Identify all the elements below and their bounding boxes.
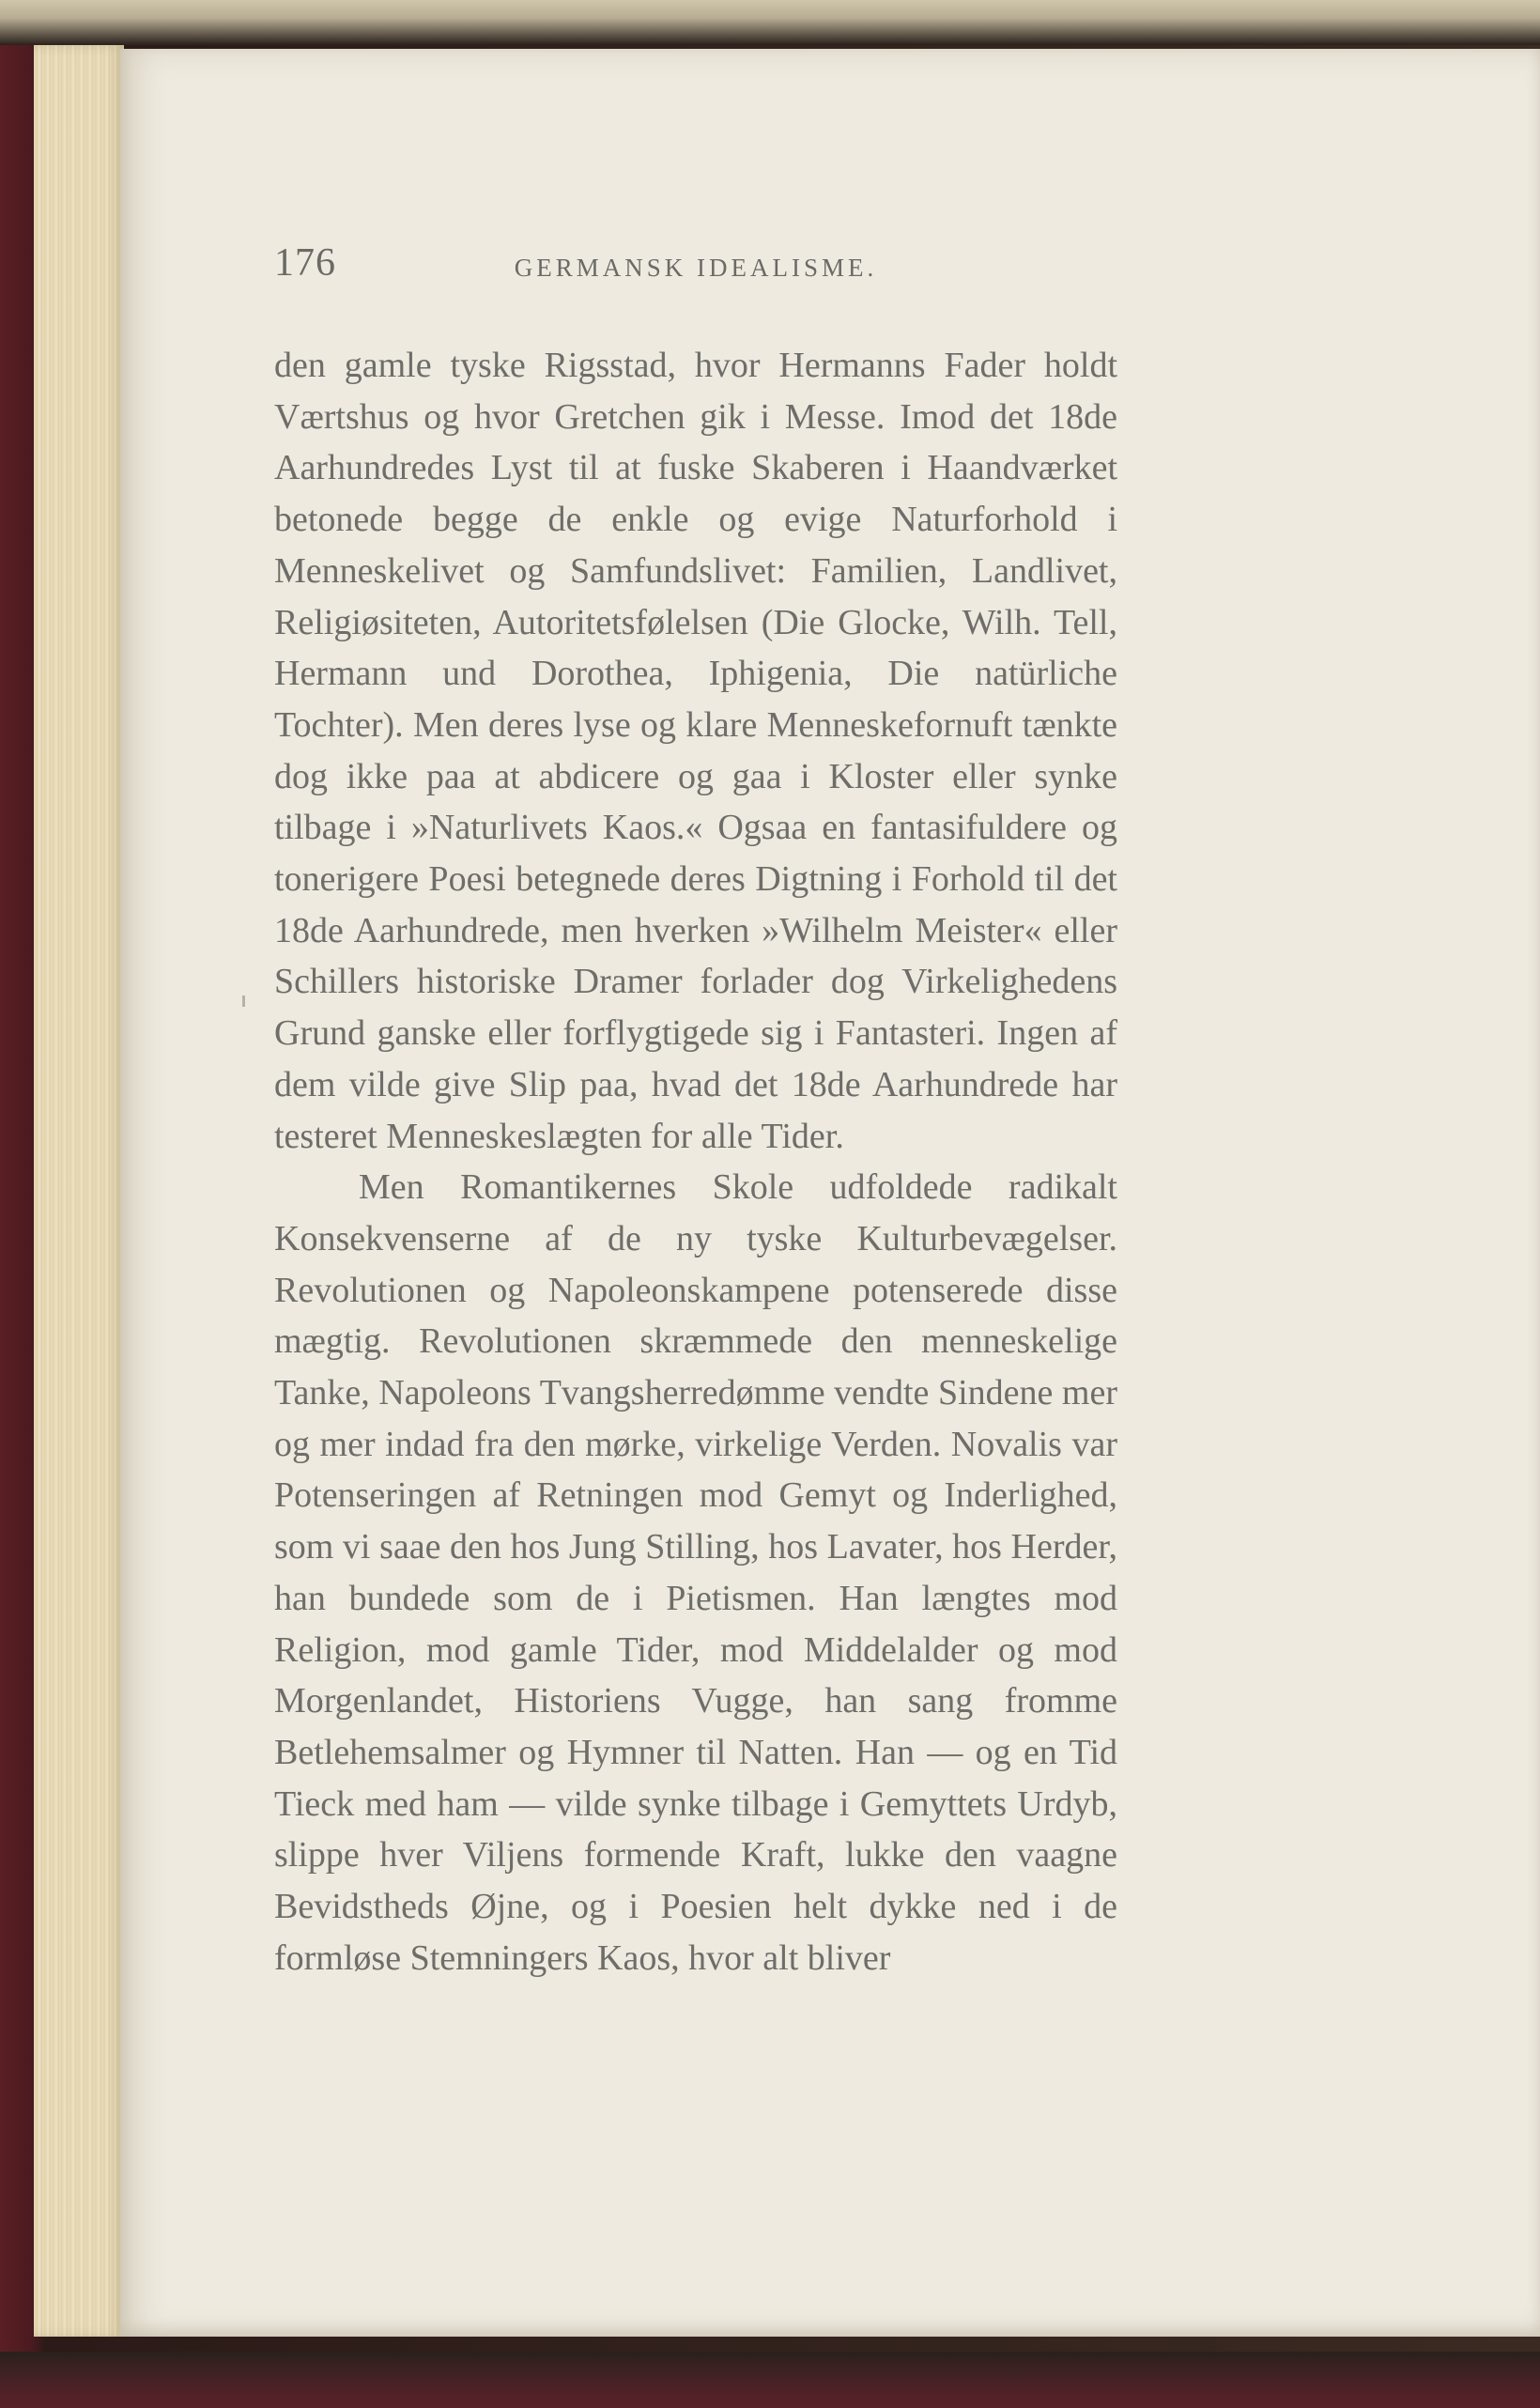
body-text (274, 340, 1117, 1984)
page-number: 176 (274, 241, 336, 285)
running-title: GERMANSK IDEALISME. (514, 254, 878, 282)
paragraph-2: Men Romantikernes Skole udfoldede radikalt Konsekvenserne af de ny tyske Kulturbevægelser. Revolutionen og Napoleonskampene potenserede disse mægtig. Revolutionen skræmmede den menneskelige Tanke, Napoleons Tvangsherredømme vendte Sindene mer og mer indad fra den mørke, virkelige Verden. Novalis var Potenseringen af Retningen mod Gemyt og Inderlighed, som vi saae den hos Jung Stilling, hos Lavater, hos Herder, han bundede som de i Pietismen. Han længtes mod Religion, mod gamle Tider, mod Middelalder og mod Morgenlandet, Historiens Vugge, han sang fromme Betlehemsalmer og Hymner til Natten. Han — og en Tid Tieck med ham — vilde synke tilbage i Gemyttets Urdyb, slippe hver Viljens formende Kraft, lukke den vaagne Bevidstheds Øjne, og i Poesien helt dykke ned i de formløse Stemningers Kaos, hvor alt bliver (274, 1167, 1117, 1978)
margin-mark (242, 996, 245, 1007)
page-header (274, 240, 1117, 297)
book-top-edge (0, 0, 1540, 45)
book-bottom-edge (0, 2352, 1540, 2408)
paragraph-1: den gamle tyske Rigsstad, hvor Hermanns Fader holdt Værtshus og hvor Gretchen gik i Messe. Imod det 18de Aarhundredes Lyst til at fuske Skaberen i Haandværket betonede begge de enkle og evige Naturforhold i Menneskelivet og Samfundslivet: Familien, Landlivet, Religiøsiteten, Autoritetsfølelsen (Die Glocke, Wilh. Tell, Hermann und Dorothea, Iphigenia, Die natürliche Tochter). Men deres lyse og klare Menneskefornuft tænkte dog ikke paa at abdicere og gaa i Kloster eller synke tilbage i »Naturlivets Kaos.« Ogsaa en fantasifuldere og tonerigere Poesi betegnede deres Digtning i Forhold til det 18de Aarhundrede, men hverken »Wilhelm Meister« eller Schillers historiske Dramer forlader dog Virkelighedens Grund ganske eller forflygtigede sig i Fantasteri. Ingen af dem vilde give Slip paa, hvad det 18de Aarhundrede har testeret Menneskeslægten for alle Tider. (274, 346, 1117, 1156)
page-stack-edge (34, 45, 124, 2337)
